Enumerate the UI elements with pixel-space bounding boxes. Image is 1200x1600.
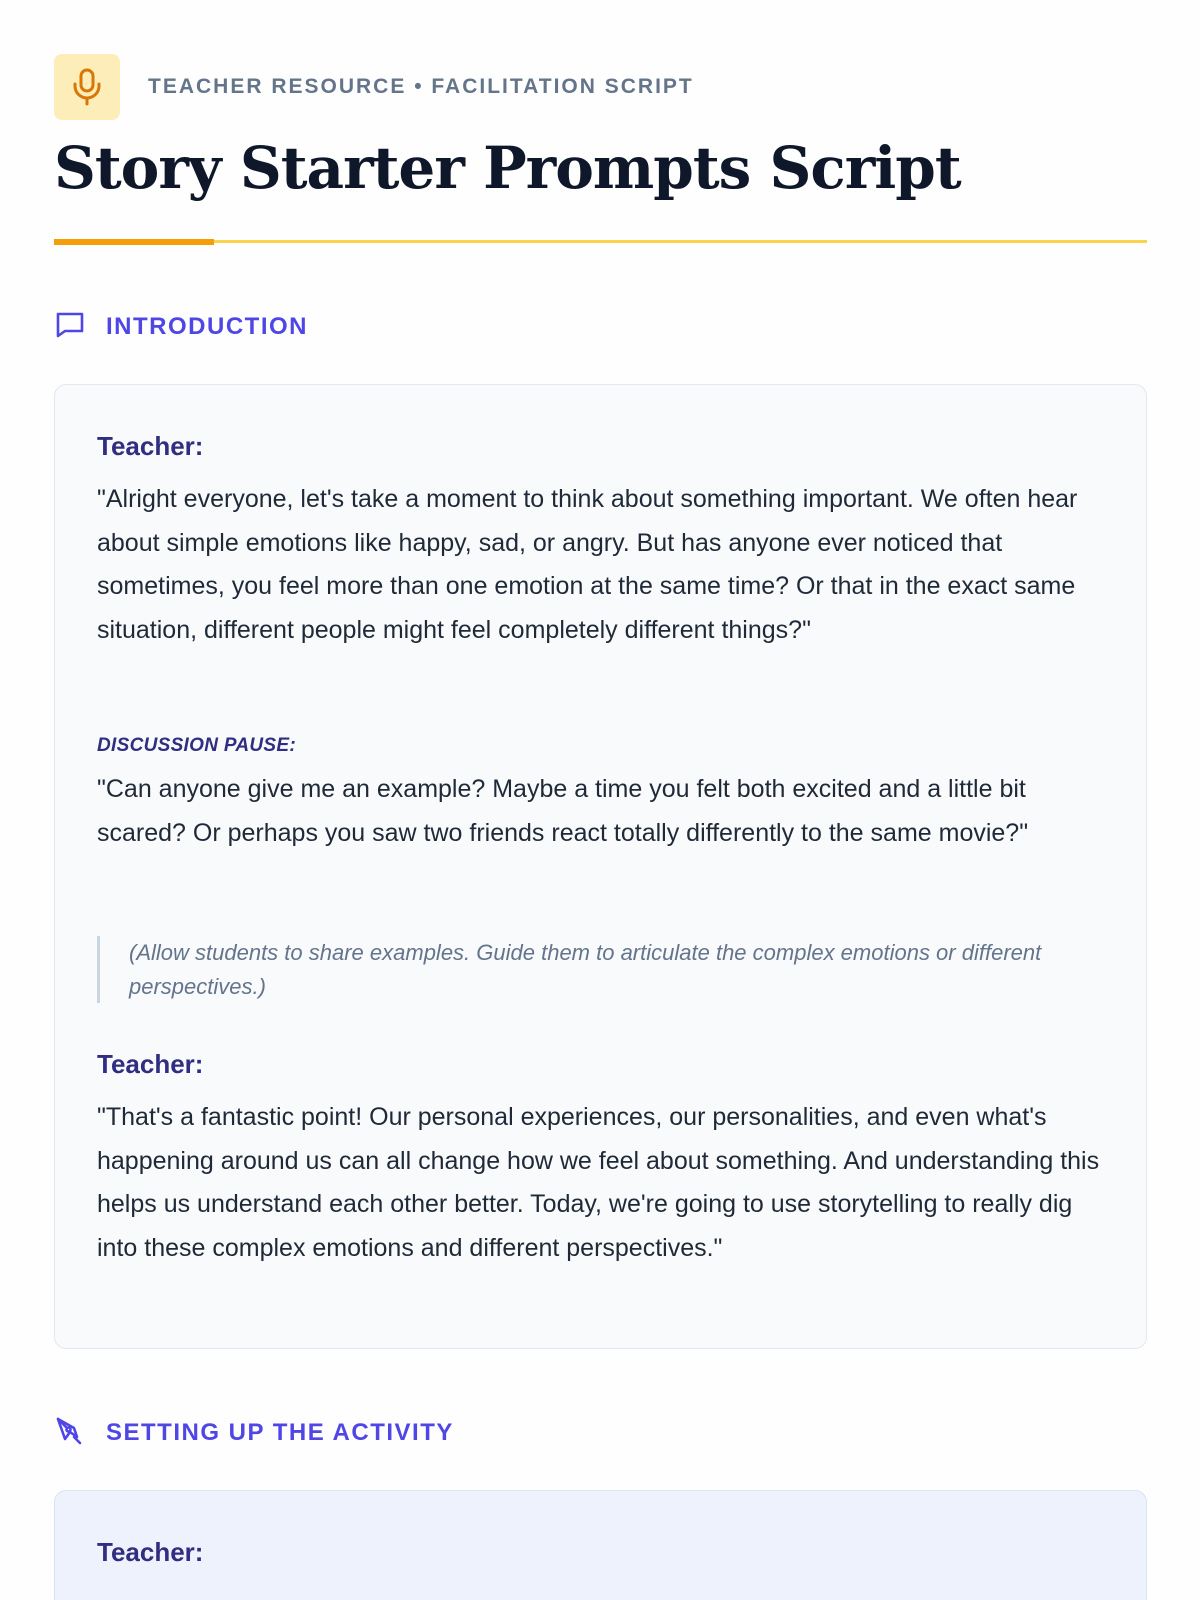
title-divider-accent — [54, 239, 214, 245]
section-title: INTRODUCTION — [106, 313, 308, 340]
speaker-label: Teacher: — [97, 1537, 204, 1567]
section-heading-introduction — [54, 307, 308, 347]
stage-direction-note: (Allow students to share examples. Guide them to articulate the complex emotions or different perspectives.) — [97, 936, 1097, 1003]
discussion-prompt: "Can anyone give me an example? Maybe a time you felt both excited and a little bit scared? Or perhaps you saw two friends react totally differently to the same movie?" — [97, 775, 1029, 847]
speaker-label: Teacher: — [97, 431, 204, 461]
script-card-introduction — [54, 384, 1147, 1349]
section-title: SETTING UP THE ACTIVITY — [106, 1419, 454, 1446]
discussion-pause-label: DISCUSSION PAUSE: — [97, 735, 296, 756]
microphone-icon — [54, 54, 120, 120]
pen-tool-icon — [54, 1415, 86, 1452]
chat-bubble-icon — [54, 309, 86, 346]
teacher-dialogue: "Alright everyone, let's take a moment to think about something important. We often hear about simple emotions like happy, sad, or angry. But has anyone ever noticed that sometimes, you feel more than one emotion at the same time? Or that in the exact same situation, different people might feel completely different things?" — [97, 485, 1078, 644]
resource-eyebrow: TEACHER RESOURCE • FACILITATION SCRIPT — [148, 75, 694, 98]
section-heading-setting-up — [54, 1413, 454, 1453]
page-title: Story Starter Prompts Script — [54, 134, 961, 202]
teacher-dialogue: "That's a fantastic point! Our personal experiences, our personalities, and even what's happening around us can all change how we feel about something. And understanding this helps us understand each other better. Today, we're going to use storytelling to really dig into these complex emotions and different perspectives." — [97, 1103, 1100, 1262]
resource-header — [54, 54, 694, 120]
script-card-setting-up — [54, 1490, 1147, 1600]
speaker-label: Teacher: — [97, 1049, 204, 1079]
title-divider — [54, 240, 1147, 243]
